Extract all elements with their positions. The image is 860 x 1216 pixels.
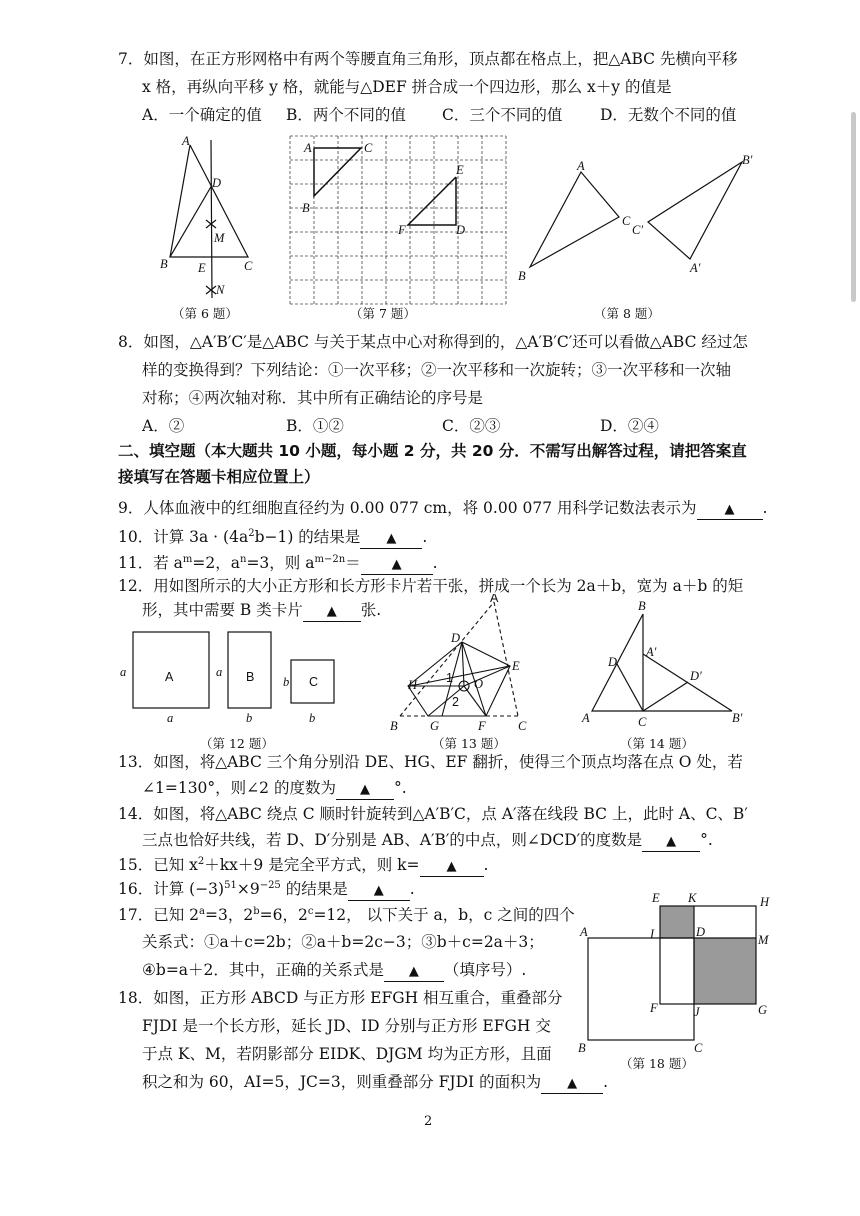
fig12-side-b-bottom: b [246,711,253,725]
fig13-angle-2: 2 [452,695,459,709]
q13-line1: 13．如图，将△ABC 三个角分别沿 DE、HG、EF 翻折，使得三个顶点均落在点 O 处，若 [118,753,743,771]
fig12-side-b-c-card: b [283,675,290,689]
fig13-label-c: C [518,719,527,733]
q13-line2 [142,774,407,802]
fig14-label-d: D [608,655,618,669]
figure-7 [290,136,506,304]
q16-pre: 16．计算 (−3) [118,880,225,899]
fig12-side-a-b-card: a [216,665,223,679]
section-2-heading-line1: 二、填空题（本大题共 10 小题，每小题 2 分，共 20 分．不需写出解答过程，请把答案直 [118,442,747,460]
q17-line1 [118,898,575,929]
q18-line4-end: . [603,1073,609,1091]
q16-s1: 51 [224,880,237,891]
q7-option-c: C．三个不同的值 [442,106,563,124]
q13-line2-end: °. [393,779,407,797]
fig18-label-j: J [694,1005,700,1019]
q7-option-d: D．无数个不同的值 [600,106,737,124]
fig13-label-d: D [451,631,461,645]
q10-answer-blank[interactable]: ▲ [360,530,422,549]
q14-answer-blank[interactable]: ▲ [642,833,700,852]
figures-row-1 [0,130,860,330]
q11-s3: m−2n [314,554,346,565]
q11-s1: m [182,554,193,565]
q12-line2-pre: 形，其中需要 B 类卡片 [142,601,303,619]
q18-line3: 于点 K、M，若阴影部分 EIDK、DJGM 均为正方形，且面 [142,1045,552,1063]
fig8-label-b-prime: B′ [742,153,753,167]
caption-fig18: （第 18 题） [620,1056,694,1071]
q9-answer-blank[interactable]: ▲ [697,501,763,520]
q11-s2: n [239,554,247,565]
fig13-angle-1: 1 [446,671,453,685]
q8-option-c: C．②③ [442,417,501,435]
fig8-label-c-prime: C′ [632,223,644,237]
fig18-label-g: G [758,1003,768,1017]
fig7-label-f: F [398,223,406,237]
fig13-label-e: E [512,659,520,673]
fig7-label-e: E [456,163,464,177]
q18-line4-pre: 积之和为 60，AI=5，JC=3，则重叠部分 FJDI 的面积为 [142,1073,542,1091]
q17-line3 [142,956,526,984]
fig12-side-a-left: a [120,665,127,679]
q16-s2: −25 [259,880,281,891]
figure-13 [400,602,518,716]
q13-answer-blank[interactable]: ▲ [336,781,394,800]
q8-line2: 样的变换得到？下列结论：①一次平移；②一次平移和一次旋转；③一次平移和一次轴 [142,361,732,379]
fig6-label-n: N [216,283,225,297]
fig18-label-d: D [696,925,706,939]
fig18-label-k: K [688,891,697,905]
caption-fig13: （第 13 题） [432,736,506,751]
q16-answer-blank[interactable]: ▲ [348,882,410,901]
fig8-label-a-prime: A′ [690,261,701,275]
q17-line3-end: （填序号）. [443,961,527,979]
fig18-label-c: C [694,1041,703,1055]
caption-fig6: （第 6 题） [172,306,238,321]
q17-post: =12， 以下关于 a，b，c 之间的四个 [313,906,575,925]
q8-option-a: A．② [142,417,185,435]
q9-end: . [762,499,768,517]
figure-6 [170,140,248,298]
fig6-label-a: A [182,134,190,148]
q10-post: b−1) 的结果是 [254,528,361,547]
q11-end: . [432,554,438,573]
q12-answer-blank[interactable]: ▲ [303,603,361,622]
fig18-label-h: H [760,895,770,909]
fig6-label-e: E [198,261,206,275]
q10-pre: 10．计算 3a · (4a [118,528,249,547]
q17-pre: 17．已知 2 [118,906,200,925]
q7-option-a: A．一个确定的值 [142,106,262,124]
fig18-label-b: B [578,1041,586,1055]
figure-18 [570,888,790,1068]
fig13-label-g: G [430,719,440,733]
q15-end: . [483,856,489,875]
q15-pre: 15．已知 x [118,856,198,875]
q8-line1: 8．如图，△A′B′C′是△ABC 与关于某点中心对称得到的，△A′B′C′还可以看做△ABC 经过怎 [118,333,748,351]
scrollbar-thumb[interactable] [851,112,856,302]
fig18-label-i: I [650,927,655,941]
fig13-label-f: F [478,719,486,733]
fig8-label-c: C [622,214,631,228]
fig18-label-m: M [758,933,769,947]
fig18-label-e: E [652,891,660,905]
q18-line1: 18．如图，正方形 ABCD 与正方形 EFGH 相互重合，重叠部分 [118,989,563,1007]
q17-answer-blank[interactable]: ▲ [384,963,444,982]
q10-sup: 2 [248,528,255,539]
fig14-label-a: A [582,711,590,725]
fig8-label-b: B [518,269,526,283]
fig7-label-d: D [456,223,466,237]
caption-fig12: （第 12 题） [200,736,274,751]
q17-line3-pre: ④b=a＋2．其中，正确的关系式是 [142,961,384,979]
q17-s2: b [253,906,260,917]
q10-end: . [422,528,428,547]
q11-m1: =2，a [192,554,240,573]
fig13-label-h: H [408,678,418,692]
fig7-label-a: A [304,141,312,155]
q7-line2: x 格，再纵向平移 y 格，就能与△DEF 拼合成一个四边形，那么 x＋y 的值是 [142,78,672,96]
q7-option-b: B．两个不同的值 [286,106,406,124]
q14-line2-end: °. [700,831,713,849]
q16-mid: ×9 [236,880,260,899]
fig8-label-a: A [577,159,585,173]
q15-post: ＋kx＋9 是完全平方式，则 k= [204,856,420,875]
fig7-label-b: B [302,201,310,215]
q8-option-b: B．①② [286,417,344,435]
caption-fig7: （第 7 题） [350,306,416,321]
fig14-label-b-prime: B′ [732,711,743,725]
q12-line2-end: 张. [360,601,382,619]
q9 [118,494,767,522]
fig6-label-c: C [244,259,253,273]
q18-line2: FJDI 是一个长方形，延长 JD、ID 分别与正方形 EFGH 交 [142,1017,551,1035]
page-number: 2 [424,1114,433,1129]
figure-12 [133,632,334,708]
q11-answer-blank[interactable]: ▲ [361,556,433,575]
figure-8 [530,162,742,267]
q17-s3: c [307,906,314,917]
q18-answer-blank[interactable]: ▲ [541,1075,603,1094]
fig18-label-f: F [650,1001,658,1015]
q17-m1: =3，2 [204,906,254,925]
q15-sup: 2 [197,856,205,867]
fig14-label-b: B [638,599,646,613]
fig12-side-b-c-bottom: b [309,711,316,725]
fig6-label-d: D [212,176,222,190]
q14-line1: 14．如图，将△ABC 绕点 C 顺时针旋转到△A′B′C，点 A′落在线段 BC 上，此时 A、C、B′ [118,805,748,823]
fig14-label-c: C [638,715,647,729]
q17-line2: 关系式：①a＋c=2b；②a＋b=2c−3；③b＋c=2a＋3； [142,933,544,951]
fig14-label-a-prime: A′ [646,645,657,659]
q14-line2-pre: 三点也恰好共线，若 D、D′分别是 AB、A′B′的中点，则∠DCD′的度数是 [142,831,643,849]
fig7-label-c: C [364,141,373,155]
q11-m3: ＝ [345,554,361,573]
q9-text: 9．人体血液中的红细胞直径约为 0.00 077 cm，将 0.00 077 用科学记数法表示为 [118,499,697,517]
q17-m2: =6，2 [259,906,308,925]
q8-option-d: D．②④ [600,417,659,435]
fig6-label-b: B [160,257,168,271]
fig14-label-d-prime: D′ [690,669,702,683]
q8-line3: 对称；④两次轴对称．其中所有正确结论的序号是 [142,389,484,407]
q18-line4 [142,1068,608,1096]
fig12-side-a-bottom: a [167,711,174,725]
fig12-card-b: B [246,670,255,684]
q17-s1: a [199,906,205,917]
fig13-label-o: O [474,677,484,691]
q16-end: . [409,880,415,899]
fig6-label-m: M [214,231,225,245]
fig12-card-a: A [165,670,174,684]
caption-fig14: （第 14 题） [620,736,694,751]
fig18-label-a: A [580,925,588,939]
q12-line1: 12．用如图所示的大小正方形和长方形卡片若干张，拼成一个长为 2a＋b，宽为 a＋b 的矩 [118,577,744,595]
fig12-card-c: C [309,675,319,689]
q16-post: 的结果是 [280,880,348,899]
fig13-label-b: B [390,719,398,733]
figures-row-2 [0,594,860,754]
fig13-label-a: A [490,594,499,605]
q13-line2-pre: ∠1=130°，则∠2 的度数为 [142,779,336,797]
q15-answer-blank[interactable]: ▲ [420,858,484,877]
q11-pre: 11．若 a [118,554,183,573]
q11-m2: =3，则 a [246,554,315,573]
q7-line1: 7．如图，在正方形网格中有两个等腰直角三角形，顶点都在格点上，把△ABC 先横向平移 [118,50,738,68]
caption-fig8: （第 8 题） [594,306,660,321]
section-2-heading-line2: 接填写在答题卡相应位置上） [118,468,320,486]
